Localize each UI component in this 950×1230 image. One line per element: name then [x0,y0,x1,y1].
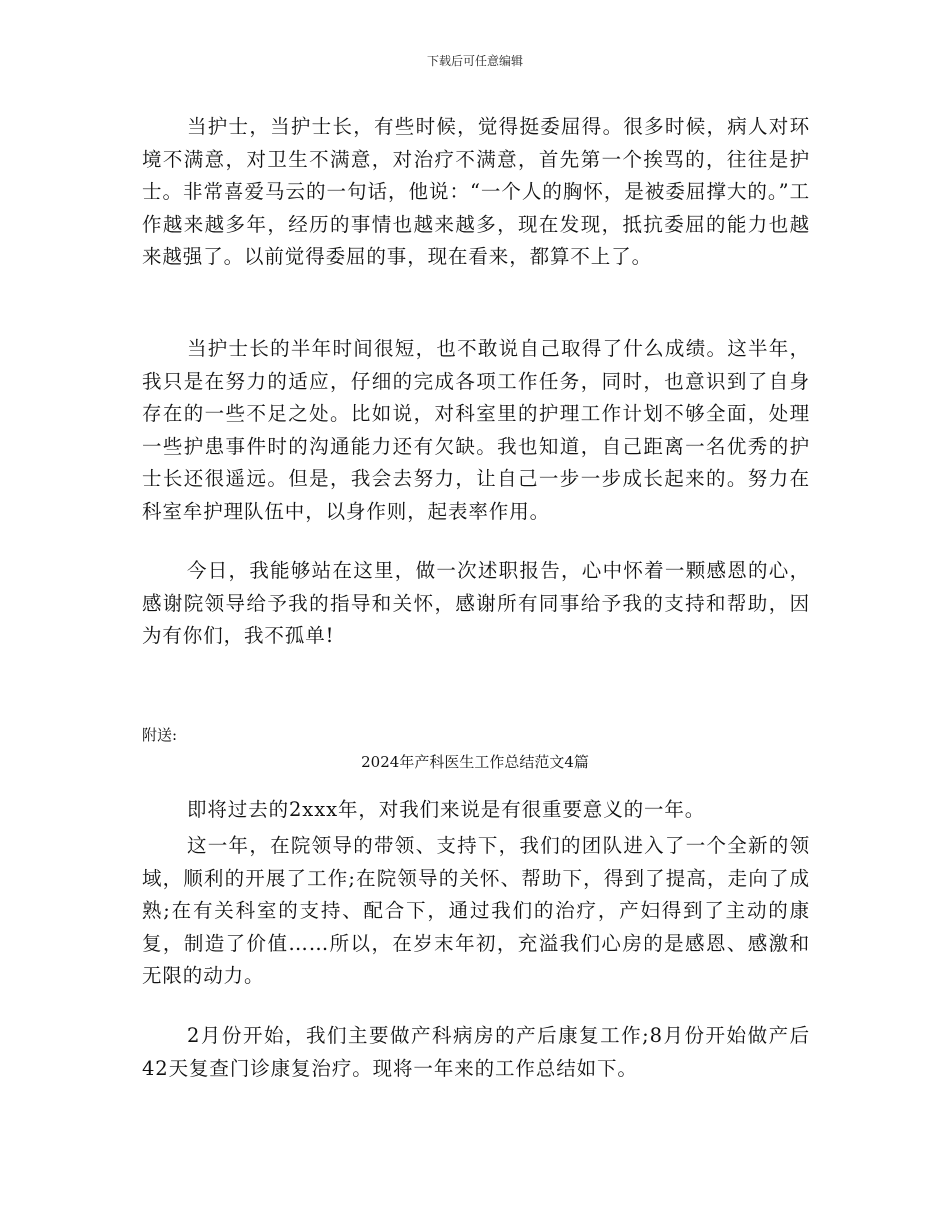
appendix-paragraph-1: 即将过去的2xxx年，对我们来说是有很重要意义的一年。 [187,798,706,821]
body-paragraph-2: 当护士长的半年时间很短，也不敢说自己取得了什么成绩。这半年，我只是在努力的适应，仔细的完成各项工作任务，同时，也意识到了自身存在的一些不足之处。比如说，对科室里的护理工作计划不够全面，处理一些护患事件时的沟通能力还有欠缺。我也知道，自己距离一名优秀的护士长还很遥远。但是，我会去努力，让自己一步一步成长起来的。努力在科室牟护理队伍中，以身作则，起表率作用。 [142,337,810,523]
appendix-label: 附送: [142,726,178,744]
page-header-note: 下载后可任意编辑 [426,54,523,68]
appendix-paragraph-3: 2月份开始，我们主要做产科病房的产后康复工作;8月份开始做产后42天复查门诊康复治疗。现将一年来的工作总结如下。 [142,1024,810,1080]
body-paragraph-1: 当护士，当护士长，有些时候，觉得挺委屈得。很多时候，病人对环境不满意，对卫生不满意，对治疗不满意，首先第一个挨骂的，往往是护士。非常喜爱马云的一句话，他说：“一个人的胸怀，是被委屈撑大的。”工作越来越多年，经历的事情也越来越多，现在发现，抵抗委屈的能力也越来越强了。以前觉得委屈的事，现在看来，都算不上了。 [142,115,810,269]
appendix-paragraph-2: 这一年，在院领导的带领、支持下，我们的团队进入了一个全新的领域，顺利的开展了工作;在院领导的关怀、帮助下，得到了提高，走向了成熟;在有关科室的支持、配合下，通过我们的治疗，产妇得到了主动的康复，制造了价值……所以，在岁末年初，充溢我们心房的是感恩、感激和无限的动力。 [142,834,810,988]
appendix-title: 2024年产科医生工作总结范文4篇 [361,753,589,771]
body-paragraph-3: 今日，我能够站在这里，做一次述职报告，心中怀着一颗感恩的心，感谢院领导给予我的指导和关怀，感谢所有同事给予我的支持和帮助，因为有你们，我不孤单! [142,559,810,648]
